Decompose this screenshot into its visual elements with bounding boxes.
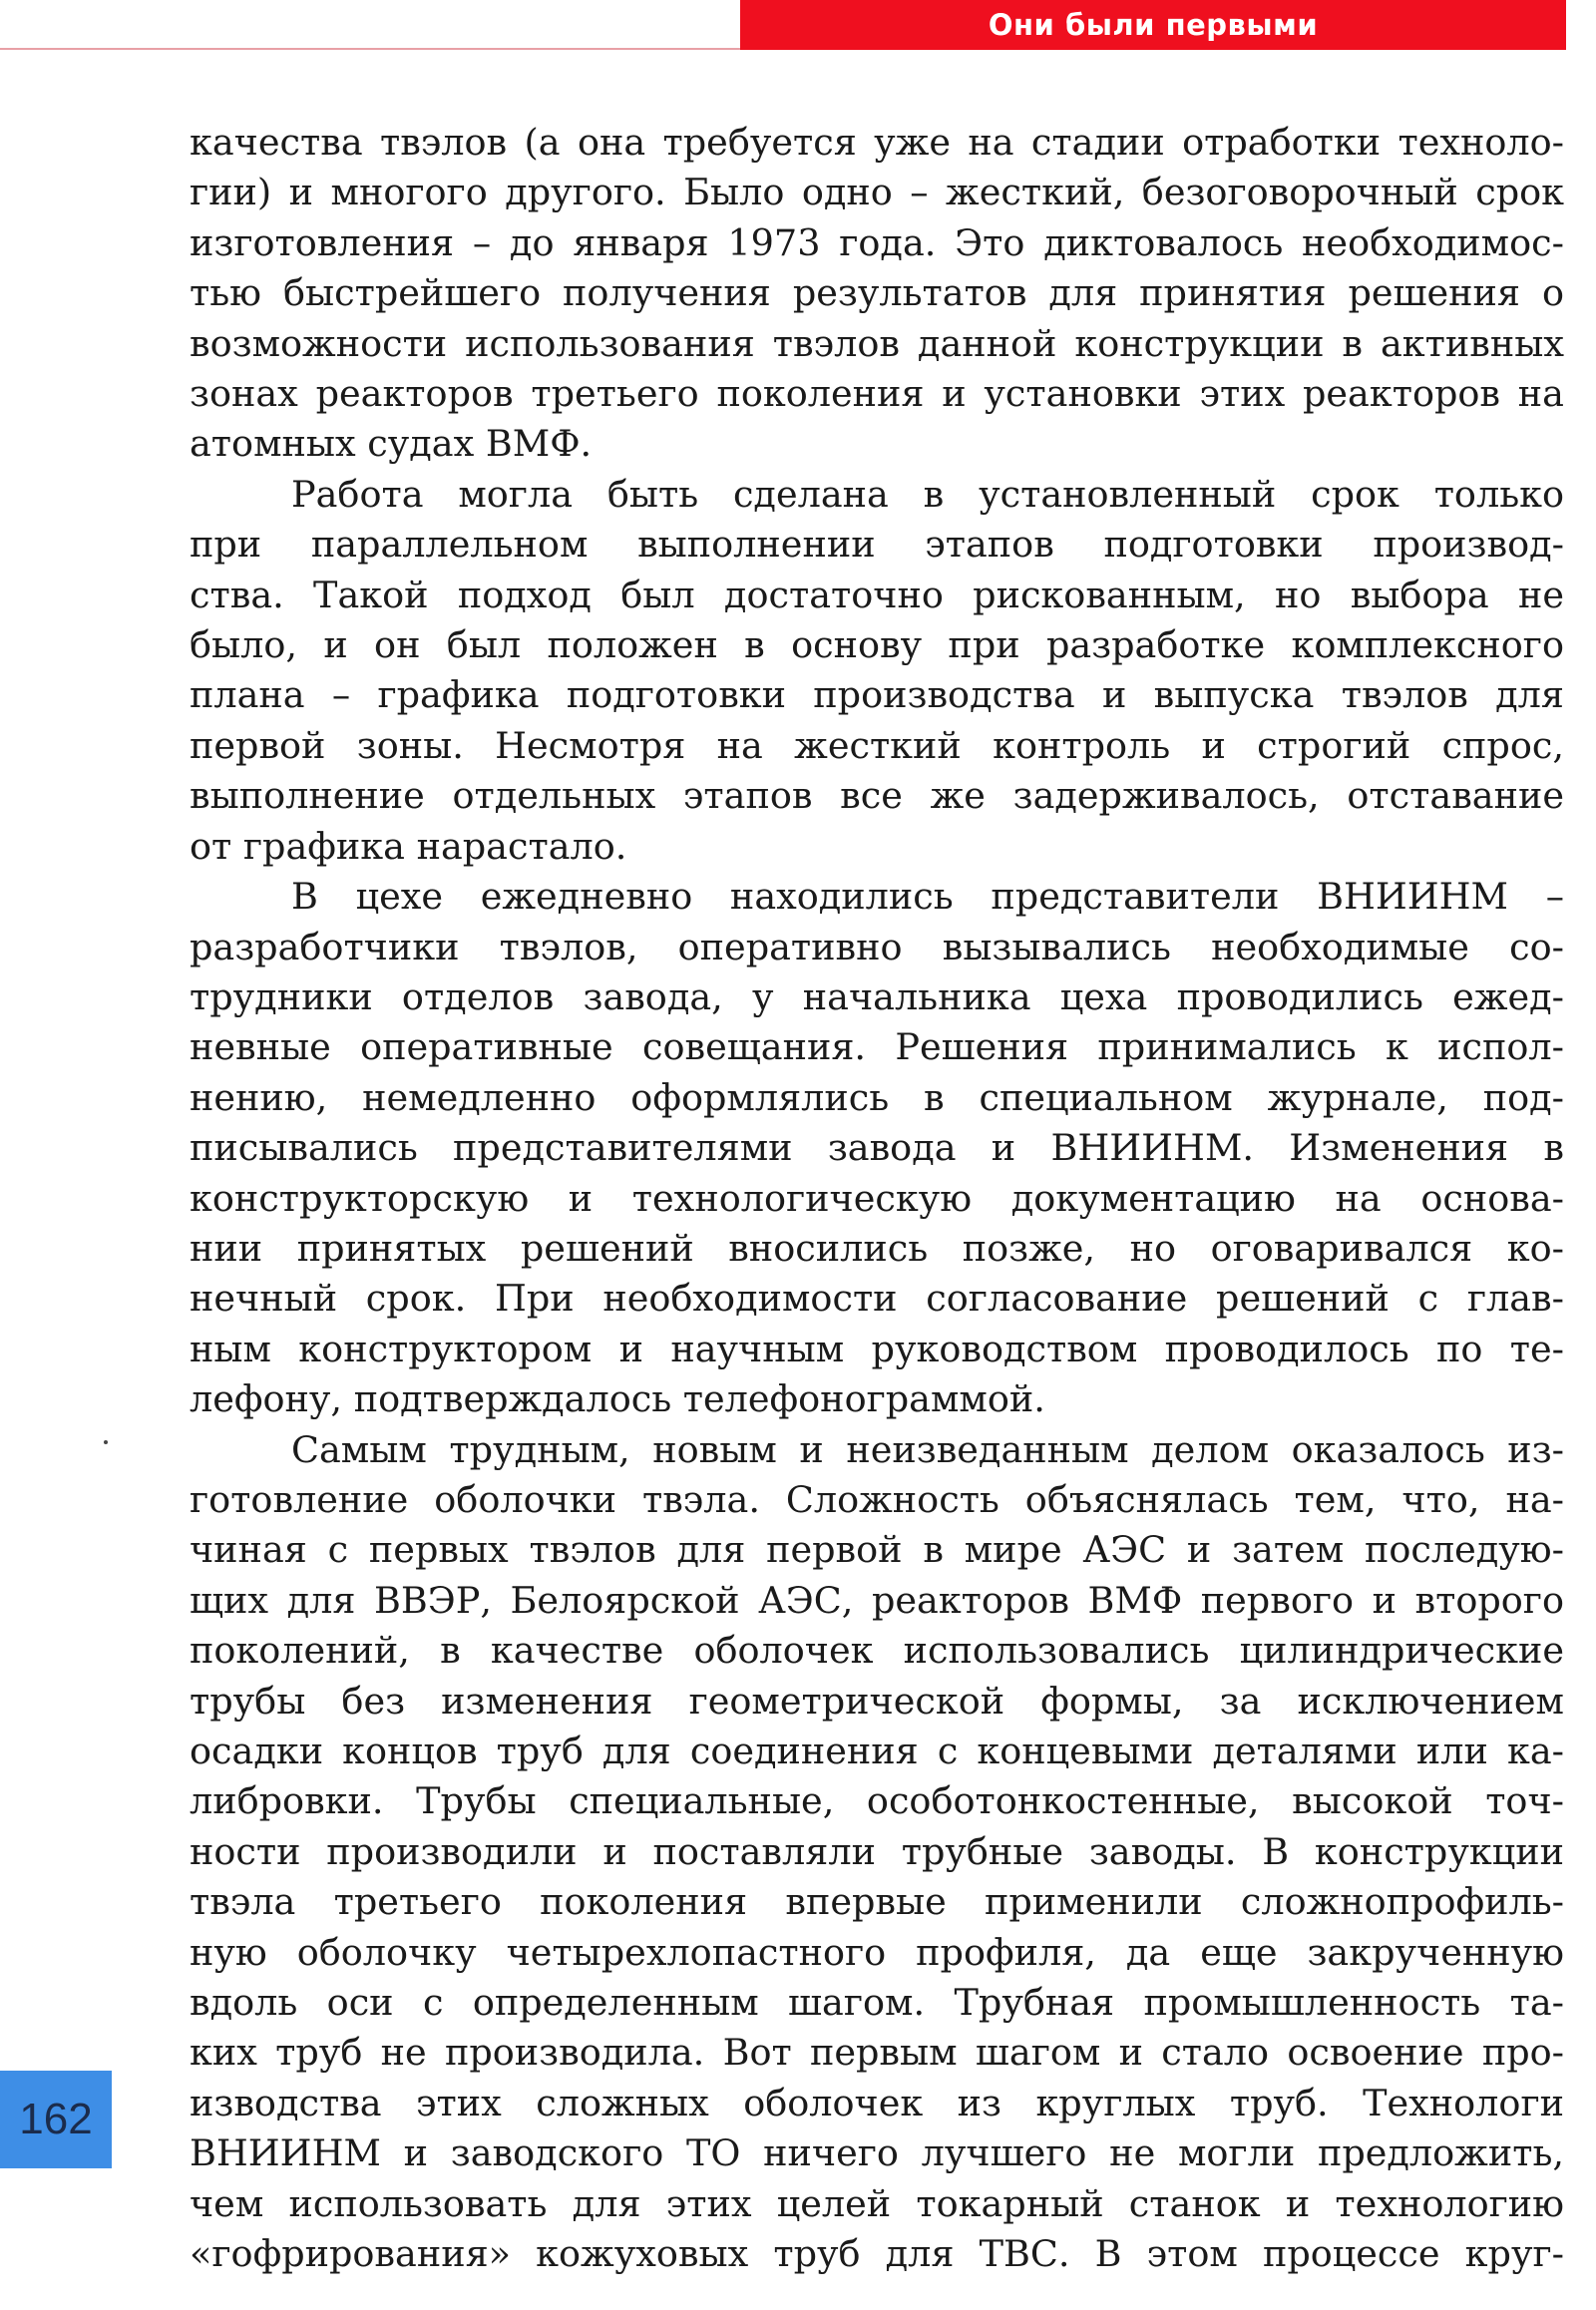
text-line: качества твэлов (а она требуется уже на стадии отработки техноло- bbox=[190, 121, 1564, 164]
text-line: ВНИИНМ и заводского ТО ничего лучшего не могли предложить, bbox=[190, 2131, 1564, 2175]
text-line: возможности использования твэлов данной конструкции в активных bbox=[190, 321, 1564, 365]
text-line: трубы без изменения геометрической формы, за исключением bbox=[190, 1679, 1564, 1723]
text-line: трудники отделов завода, у начальника цеха проводились ежед- bbox=[190, 974, 1564, 1018]
text-line: плана – графика подготовки производства и выпуска твэлов для bbox=[190, 673, 1564, 717]
header-rule bbox=[0, 48, 744, 50]
text-line: зонах реакторов третьего поколения и установки этих реакторов на bbox=[190, 372, 1564, 416]
text-line: тью быстрейшего получения результатов для принятия решения о bbox=[190, 271, 1564, 315]
paragraph-3 bbox=[190, 872, 1564, 1424]
text-line: атомных судах ВМФ. bbox=[190, 422, 593, 466]
text-line: изводства этих сложных оболочек из круглых труб. Технологи bbox=[190, 2081, 1564, 2124]
text-line: ным конструктором и научным руководством проводилось по те- bbox=[190, 1327, 1564, 1370]
text-line: «гофрирования» кожуховых труб для ТВС. В этом процессе круг- bbox=[190, 2232, 1564, 2276]
text-line: либровки. Трубы специальные, особотонкостенные, высокой точ- bbox=[190, 1779, 1564, 1823]
running-header: Они были первыми bbox=[740, 0, 1566, 50]
text-line: чем использовать для этих целей токарный станок и технологию bbox=[190, 2181, 1564, 2225]
text-line: вдоль оси с определенным шагом. Трубная промышленность та- bbox=[190, 1981, 1564, 2025]
text-line: гии) и многого другого. Было одно – жесткий, безоговорочный срок bbox=[190, 171, 1564, 214]
text-line: выполнение отдельных этапов все же задерживалось, отставание bbox=[190, 774, 1564, 818]
text-line: Самым трудным, новым и неизведанным делом оказалось из- bbox=[291, 1427, 1564, 1471]
paragraph-1 bbox=[190, 118, 1564, 470]
text-line: ства. Такой подход был достаточно рискованным, но выбора не bbox=[190, 573, 1564, 616]
text-line: ких труб не производила. Вот первым шагом и стало освоение про- bbox=[190, 2031, 1564, 2075]
text-line: от графика нарастало. bbox=[190, 824, 627, 868]
text-line: ности производили и поставляли трубные заводы. В конструкции bbox=[190, 1829, 1564, 1873]
stray-dot bbox=[104, 1440, 108, 1444]
text-line: невные оперативные совещания. Решения принимались к испол- bbox=[190, 1025, 1564, 1069]
text-line: изготовления – до января 1973 года. Это диктовалось необходимос- bbox=[190, 220, 1564, 264]
text-line: поколений, в качестве оболочек использовались цилиндрические bbox=[190, 1629, 1564, 1673]
text-line: твэла третьего поколения впервые применили сложнопрофиль- bbox=[190, 1880, 1564, 1924]
text-line: нии принятых решений вносились позже, но оговаривался ко- bbox=[190, 1226, 1564, 1270]
paragraph-4 bbox=[190, 1425, 1564, 2280]
text-line: разработчики твэлов, оперативно вызывались необходимые со- bbox=[190, 925, 1564, 968]
page-number: 162 bbox=[0, 2071, 112, 2168]
body-text bbox=[190, 118, 1564, 2279]
text-line: нению, немедленно оформлялись в специальном журнале, под- bbox=[190, 1075, 1564, 1119]
text-line: первой зоны. Несмотря на жесткий контроль и строгий спрос, bbox=[190, 723, 1564, 767]
paragraph-2 bbox=[190, 470, 1564, 872]
text-line: при параллельном выполнении этапов подготовки производ- bbox=[190, 523, 1564, 567]
text-line: ную оболочку четырехлопастного профиля, да еще закрученную bbox=[190, 1930, 1564, 1974]
text-line: нечный срок. При необходимости согласование решений с глав- bbox=[190, 1277, 1564, 1321]
text-line: чиная с первых твэлов для первой в мире АЭС и затем последую- bbox=[190, 1528, 1564, 1572]
text-line: готовление оболочки твэла. Сложность объяснялась тем, что, на- bbox=[190, 1477, 1564, 1521]
text-line: щих для ВВЭР, Белоярской АЭС, реакторов ВМФ первого и второго bbox=[190, 1578, 1564, 1622]
text-line: Работа могла быть сделана в установленный срок только bbox=[291, 472, 1564, 516]
text-line: В цехе ежедневно находились представители ВНИИНМ – bbox=[291, 875, 1564, 919]
text-line: писывались представителями завода и ВНИИНМ. Изменения в bbox=[190, 1126, 1564, 1170]
text-line: конструкторскую и технологическую документацию на основа- bbox=[190, 1176, 1564, 1220]
text-line: осадки концов труб для соединения с концевыми деталями или ка- bbox=[190, 1730, 1564, 1772]
text-line: было, и он был положен в основу при разработке комплексного bbox=[190, 623, 1564, 667]
text-line: лефону, подтверждалось телефонограммой. bbox=[190, 1377, 1045, 1421]
